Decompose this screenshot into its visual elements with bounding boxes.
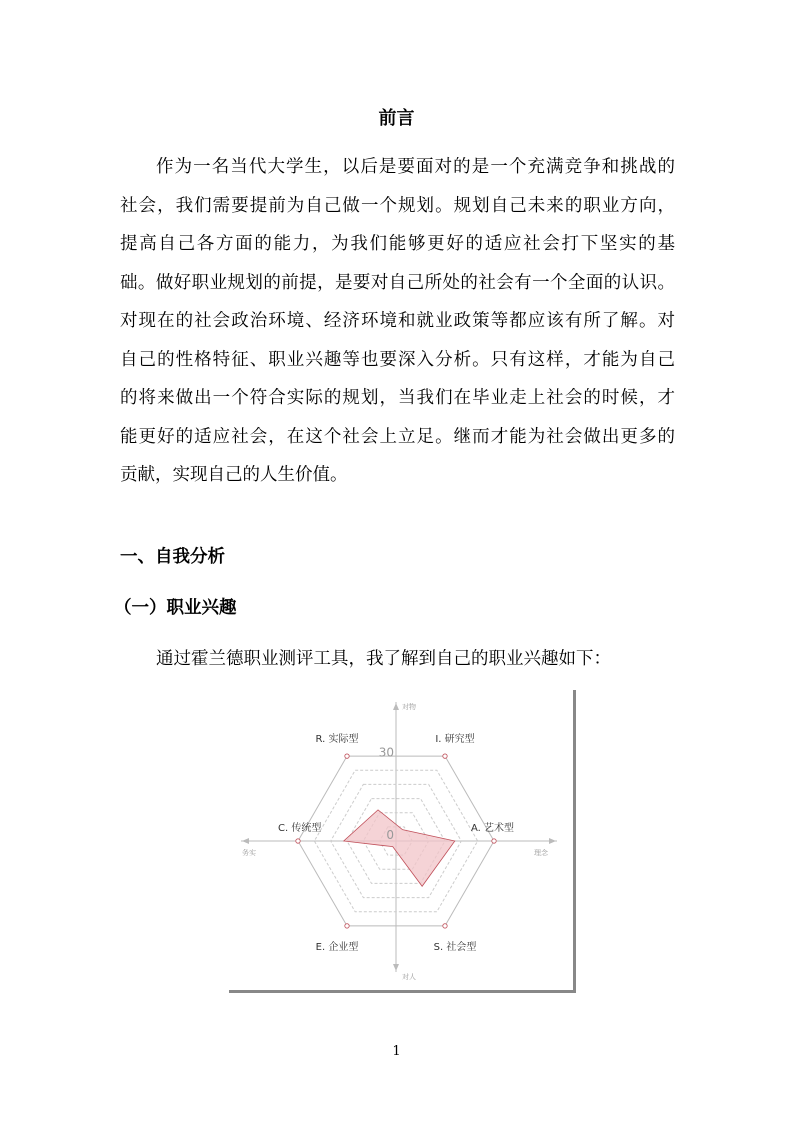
paragraph-line: 提高自己各方面的能力，为我们能够更好的适应社会打下坚实的基 bbox=[120, 234, 675, 254]
paragraph-line: 能更好的适应社会，在这个社会上立足。继而才能为社会做出更多的 bbox=[120, 426, 675, 447]
paragraph-line: 对现在的社会政治环境、经济环境和就业政策等都应该有所了解。对 bbox=[120, 311, 675, 331]
axis-direction-label: 对物 bbox=[402, 703, 416, 711]
page-number: 1 bbox=[392, 1044, 401, 1059]
vertex-marker bbox=[443, 754, 447, 758]
tick-label: 30 bbox=[378, 745, 394, 760]
category-label: S. 社会型 bbox=[433, 941, 477, 953]
category-label: R. 实际型 bbox=[315, 734, 359, 746]
subsection-heading: （一）职业兴趣 bbox=[114, 598, 237, 618]
arrow-left-icon bbox=[242, 838, 249, 844]
category-label: C. 传统型 bbox=[278, 823, 322, 834]
paragraph-line: 贡献，实现自己的人生价值。 bbox=[120, 465, 348, 485]
paragraph-line: 自己的性格特征、职业兴趣等也要深入分析。只有这样，才能为自己 bbox=[120, 349, 675, 370]
paragraph-line: 社会，我们需要提前为自己做一个规划。规划自己未来的职业方向， bbox=[120, 195, 675, 216]
vertex-marker bbox=[492, 839, 496, 843]
paragraph-line: 作为一名当代大学生，以后是要面对的是一个充满竞争和挑战的 bbox=[156, 157, 675, 177]
arrow-right-icon bbox=[549, 838, 556, 844]
radar-chart-frame bbox=[229, 690, 576, 993]
radar-chart bbox=[229, 690, 573, 990]
axis-direction-label: 务实 bbox=[242, 849, 256, 857]
axis-direction-label: 对人 bbox=[402, 973, 416, 981]
arrow-up-icon bbox=[393, 703, 399, 710]
intro-text: 通过霍兰德职业测评工具，我了解到自己的职业兴趣如下： bbox=[156, 649, 611, 669]
category-label: E. 企业型 bbox=[315, 941, 359, 953]
paragraph-line: 的将来做出一个符合实际的规划，当我们在毕业走上社会的时候，才 bbox=[120, 388, 675, 408]
paragraph-line: 础。做好职业规划的前提，是要对自己所处的社会有一个全面的认识。 bbox=[120, 272, 675, 293]
tick-label: 0 bbox=[386, 828, 394, 842]
vertex-marker bbox=[296, 839, 300, 843]
arrow-down-icon bbox=[393, 964, 399, 971]
section-heading: 一、自我分析 bbox=[120, 547, 225, 567]
vertex-marker bbox=[443, 924, 447, 928]
preface-paragraph bbox=[120, 152, 675, 499]
page-title: 前言 bbox=[378, 108, 415, 129]
category-label: A. 艺术型 bbox=[470, 823, 514, 834]
category-label: I. 研究型 bbox=[435, 734, 475, 746]
vertex-marker bbox=[345, 924, 349, 928]
axis-direction-label: 理念 bbox=[534, 849, 548, 857]
vertex-marker bbox=[345, 754, 349, 758]
data-polygon bbox=[344, 810, 455, 886]
